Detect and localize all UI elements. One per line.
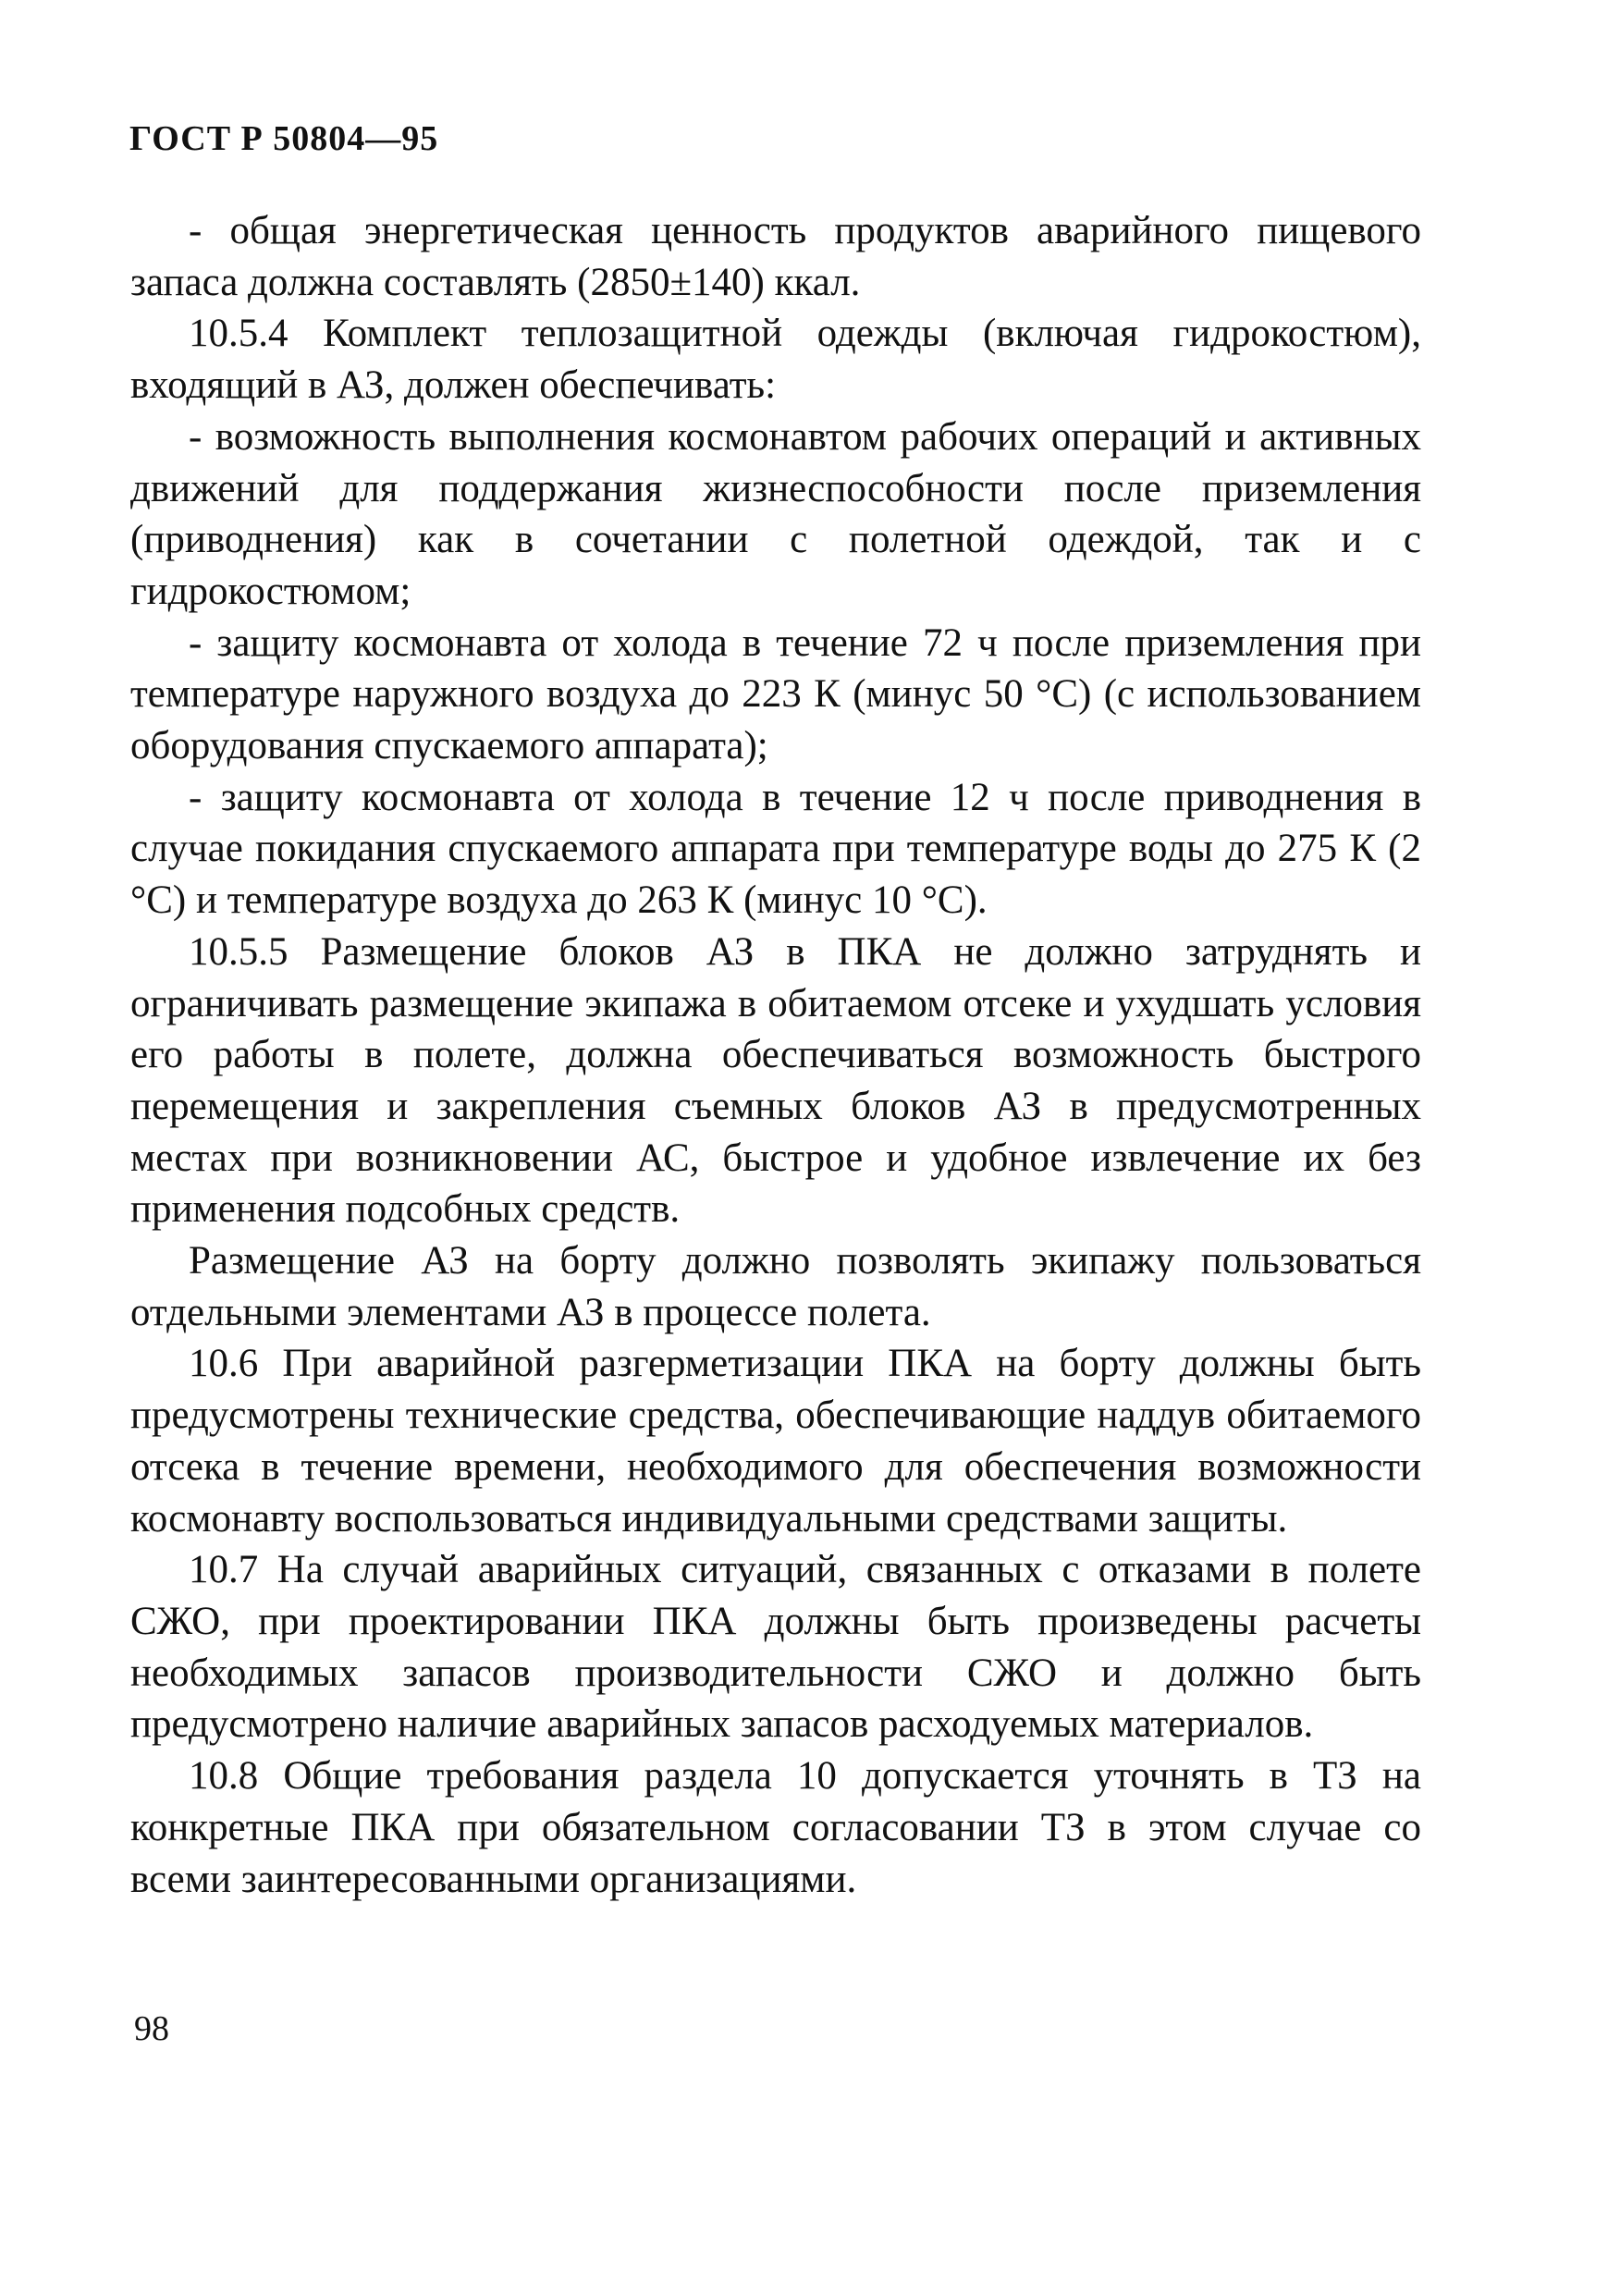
paragraph-10-7: 10.7 На случай аварийных ситуаций, связанных с отказами в полете СЖО, при проектировании ПКА должны быть произведены расчеты необходимых запасов производительности СЖО и должно быть предусмотрено наличие аварийных запасов расходуемых материалов.	[130, 1548, 1421, 1747]
paragraph-cold-protection-landing: - защиту космонавта от холода в течение 72 ч после приземления при температуре наружного воздуха до 223 К (минус 50 °С) (с использованием оборудования спускаемого аппарата);	[130, 620, 1421, 768]
paragraph-10-5-4: 10.5.4 Комплект теплозащитной одежды (включая гидрокостюм), входящий в АЗ, должен обеспечивать:	[130, 312, 1421, 408]
paragraph-energy-value: - общая энергетическая ценность продуктов аварийного пищевого запаса должна составлять (2850±140) ккал.	[130, 209, 1421, 304]
document-body	[130, 205, 1421, 1905]
paragraph-10-6: 10.6 При аварийной разгерметизации ПКА на борту должны быть предусмотрены технические средства, обеспечивающие наддув обитаемого отсека в течение времени, необходимого для обеспечения возможности космонавту воспользоваться индивидуальными средствами защиты.	[130, 1342, 1421, 1541]
document-header-standard-number: ГОСТ Р 50804—95	[129, 119, 439, 158]
page-number: 98	[134, 2009, 169, 2048]
paragraph-work-capability: - возможность выполнения космонавтом рабочих операций и активных движений для поддержания жизнеспособности после приземления (приводнения) как в сочетании с полетной одеждой, так и с гидрокостюмом;	[130, 414, 1421, 613]
paragraph-10-8: 10.8 Общие требования раздела 10 допускается уточнять в ТЗ на конкретные ПКА при обязательном согласовании ТЗ в этом случае со всеми заинтересованными организациями.	[130, 1754, 1421, 1901]
paragraph-cold-protection-splashdown: - защиту космонавта от холода в течение 12 ч после приводнения в случае покидания спускаемого аппарата при температуре воды до 275 К (2 °С) и температуре воздуха до 263 К (минус 10 °С).	[130, 775, 1421, 923]
paragraph-10-5-5: 10.5.5 Размещение блоков АЗ в ПКА не должно затруднять и ограничивать размещение экипажа в обитаемом отсеке и ухудшать условия его работы в полете, должна обеспечиваться возможность быстрого перемещения и закрепления съемных блоков АЗ в предусмотренных местах при возникновении АС, быстрое и удобное извлечение их без применения подсобных средств.	[130, 929, 1421, 1232]
paragraph-onboard-placement: Размещение АЗ на борту должно позволять экипажу пользоваться отдельными элементами АЗ в процессе полета.	[130, 1239, 1421, 1334]
